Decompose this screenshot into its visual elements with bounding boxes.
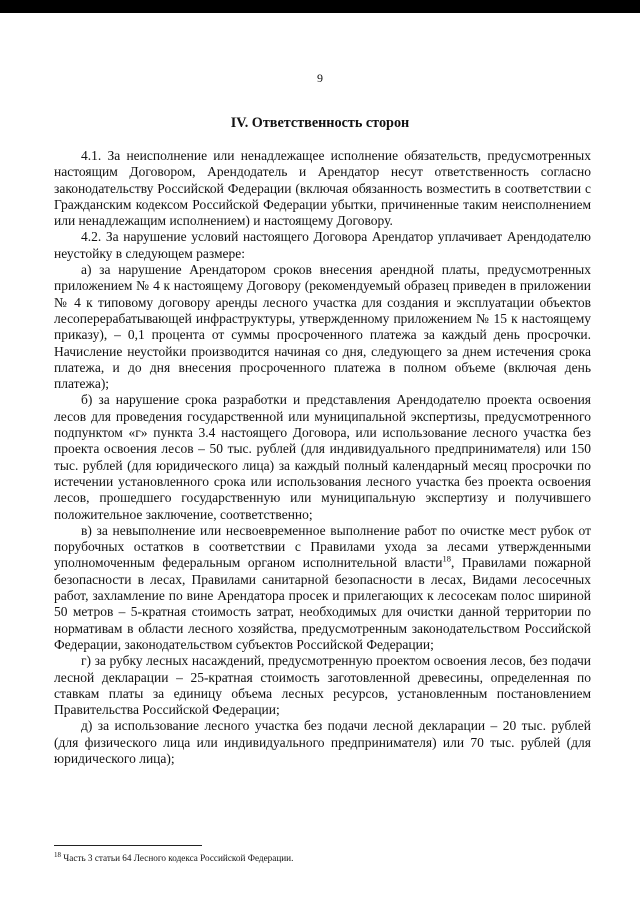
document-body xyxy=(54,148,591,767)
paragraph-4-2: 4.2. За нарушение условий настоящего Договора Арендатор уплачивает Арендодателю неустойку в следующем размере: xyxy=(54,229,591,261)
scan-top-border xyxy=(0,0,640,13)
footnote-reference: 18 xyxy=(442,553,452,564)
footnote-number: 18 xyxy=(54,851,61,859)
paragraph-v xyxy=(54,523,591,653)
footnote-text: Часть 3 статьи 64 Лесного кодекса Российской Федерации. xyxy=(61,853,294,864)
paragraph-b: б) за нарушение срока разработки и представления Арендодателю проекта освоения лесов для проведения государственной или муниципальной экспертизы, предусмотренного подпунктом «г» пункта 3.4 настоящего Договора, или использование лесного участка без проекта освоения лесов – 50 тыс. рублей (для индивидуального предпринимателя) или 150 тыс. рублей (для юридического лица) за каждый полный календарный месяц просрочки по истечении установленного срока или использования лесного участка без проекта освоения лесов, прошедшего государственную или муниципальную экспертизу и получившего положительное заключение, соответственно; xyxy=(54,392,591,522)
paragraph-v-text-end: , Правилами пожарной безопасности в лесах, Правилами санитарной безопасности в лесах, Видами лесосечных работ, захламление по вине Арендатора просек и прилегающих к лесосекам полос шириной 50 метров – 5-кратная стоимость затрат, необходимых для очистки данной территории по нормативам в области лесного хозяйства, предусмотренным законодательством Российской Федерации, законодательством субъектов Российской Федерации; xyxy=(54,555,591,652)
section-heading: IV. Ответственность сторон xyxy=(230,115,410,131)
paragraph-a: а) за нарушение Арендатором сроков внесения арендной платы, предусмотренных приложением № 4 к настоящему Договору (рекомендуемый образец приведен в приложении № 4 к типовому договору аренды лесного участка для создания и эксплуатации объектов лесоперерабатывающей инфраструктуры, утвержденному приложением № 15 к настоящему приказу), – 0,1 процента от суммы просроченного платежа за каждый день просрочки. Начисление неустойки производится начиная со дня, следующего за днем истечения срока платежа, и до дня внесения просроченного платежа в полном объеме (включая день платежа); xyxy=(54,262,591,392)
paragraph-4-1: 4.1. За неисполнение или ненадлежащее исполнение обязательств, предусмотренных настоящим Договором, Арендодатель и Арендатор несут ответственность согласно законодательству Российской Федерации (включая обязанность возместить в соответствии с Гражданским кодексом Российской Федерации убытки, причиненные таким неисполнением или ненадлежащим исполнением) и настоящему Договору. xyxy=(54,148,591,229)
paragraph-v-text-start: в) за невыполнение или несвоевременное выполнение работ по очистке мест рубок от порубочных остатков в соответствии с Правилами ухода за лесами утвержденными уполномоченным федеральным органом исполнительной власти xyxy=(54,522,591,571)
footnote-divider xyxy=(54,845,202,846)
paragraph-d: д) за использование лесного участка без подачи лесной декларации – 20 тыс. рублей (для физического лица или индивидуального предпринимателя) или 70 тыс. рублей (для юридического лица); xyxy=(54,718,591,766)
page-number: 9 xyxy=(317,71,323,85)
paragraph-g: г) за рубку лесных насаждений, предусмотренную проектом освоения лесов, без подачи лесной декларации – 25-кратная стоимость заготовленной древесины, определенная по ставкам платы за единицу объема лесных ресурсов, установленным постановлением Правительства Российской Федерации; xyxy=(54,653,591,718)
footnote xyxy=(54,850,591,864)
